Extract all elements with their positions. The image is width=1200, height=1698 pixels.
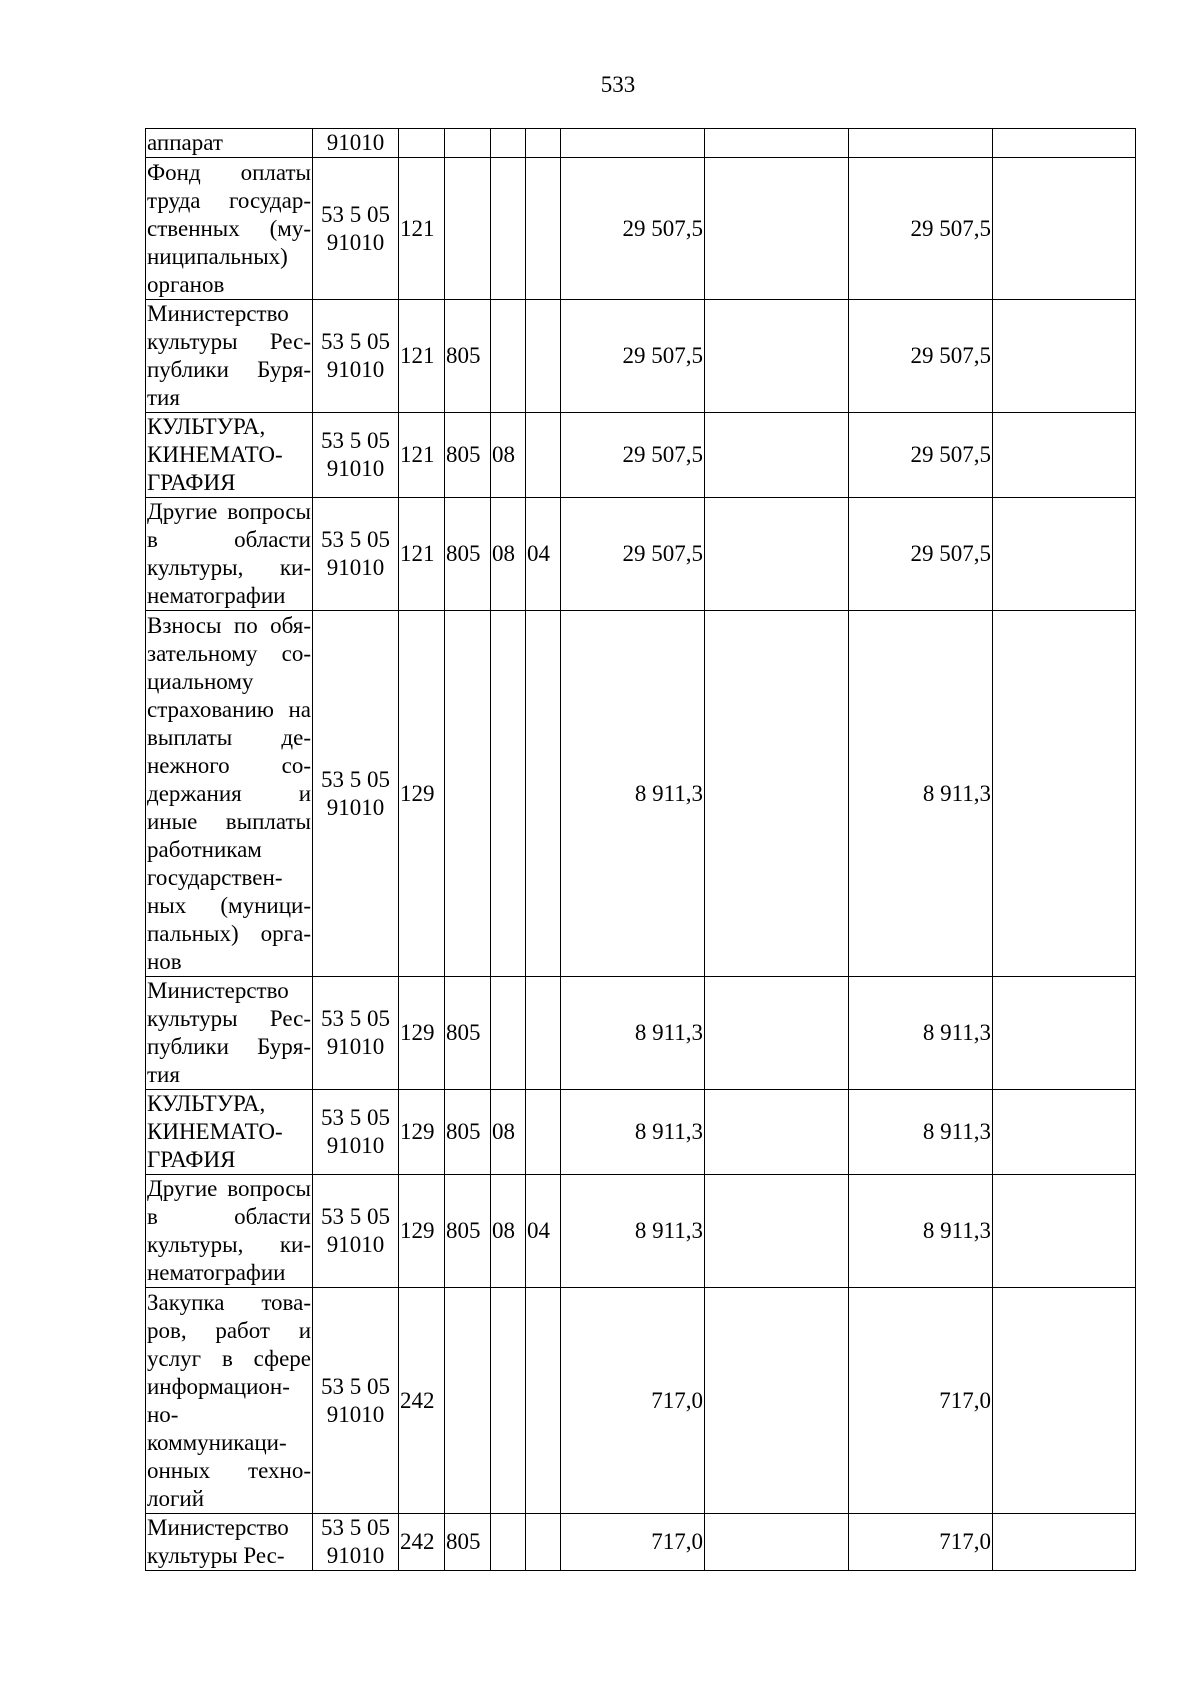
ministry-code: 805 xyxy=(445,1175,491,1288)
table-row xyxy=(146,498,1136,611)
amount-3: 29 507,5 xyxy=(849,158,993,300)
row-name: Закупка товаров, работ и услуг в сфере информационно-коммуникационных технологий xyxy=(146,1288,313,1514)
amount-4 xyxy=(993,158,1136,300)
ministry-code xyxy=(445,611,491,977)
amount-2 xyxy=(705,1175,849,1288)
amount-3: 8 911,3 xyxy=(849,1175,993,1288)
amount-4 xyxy=(993,300,1136,413)
target-article-code: 53 5 05 91010 xyxy=(313,158,399,300)
amount-1 xyxy=(561,129,705,158)
amount-3: 8 911,3 xyxy=(849,1090,993,1175)
subsection-code: 04 xyxy=(526,498,561,611)
budget-table xyxy=(145,128,1136,1571)
target-article-code: 53 5 05 91010 xyxy=(313,1090,399,1175)
section-code xyxy=(491,300,526,413)
amount-4 xyxy=(993,977,1136,1090)
amount-4 xyxy=(993,611,1136,977)
table-row xyxy=(146,300,1136,413)
amount-4 xyxy=(993,498,1136,611)
section-code: 08 xyxy=(491,1175,526,1288)
row-name: Взносы по обязательному социальному страхованию на выплаты денежного содержания и иные выплаты работникам государственных (муниципальных) органов xyxy=(146,611,313,977)
amount-1: 717,0 xyxy=(561,1514,705,1571)
ministry-code: 805 xyxy=(445,1514,491,1571)
subsection-code xyxy=(526,300,561,413)
expense-type-code xyxy=(399,129,445,158)
table-row xyxy=(146,1090,1136,1175)
expense-type-code: 129 xyxy=(399,1175,445,1288)
expense-type-code: 129 xyxy=(399,611,445,977)
target-article-code: 53 5 05 91010 xyxy=(313,977,399,1090)
target-article-code: 53 5 05 91010 xyxy=(313,1175,399,1288)
expense-type-code: 242 xyxy=(399,1288,445,1514)
amount-2 xyxy=(705,129,849,158)
table-row xyxy=(146,1514,1136,1571)
subsection-code xyxy=(526,977,561,1090)
amount-3: 8 911,3 xyxy=(849,977,993,1090)
page-number: 533 xyxy=(600,72,636,97)
target-article-code: 53 5 05 91010 xyxy=(313,611,399,977)
section-code xyxy=(491,611,526,977)
expense-type-code: 129 xyxy=(399,977,445,1090)
amount-2 xyxy=(705,413,849,498)
expense-type-code: 121 xyxy=(399,300,445,413)
row-name: аппарат xyxy=(146,129,313,158)
row-name: Министерство культуры Республики Бурятия xyxy=(146,300,313,413)
amount-2 xyxy=(705,1288,849,1514)
expense-type-code: 129 xyxy=(399,1090,445,1175)
section-code xyxy=(491,1288,526,1514)
amount-1: 29 507,5 xyxy=(561,158,705,300)
ministry-code: 805 xyxy=(445,1090,491,1175)
amount-1: 29 507,5 xyxy=(561,413,705,498)
table-row xyxy=(146,1175,1136,1288)
row-name: Министерство культуры Рес- xyxy=(146,1514,313,1571)
target-article-code: 53 5 05 91010 xyxy=(313,300,399,413)
ministry-code xyxy=(445,129,491,158)
subsection-code xyxy=(526,129,561,158)
target-article-code: 53 5 05 91010 xyxy=(313,1288,399,1514)
ministry-code xyxy=(445,1288,491,1514)
expense-type-code: 121 xyxy=(399,498,445,611)
amount-1: 8 911,3 xyxy=(561,977,705,1090)
ministry-code: 805 xyxy=(445,977,491,1090)
amount-2 xyxy=(705,158,849,300)
subsection-code: 04 xyxy=(526,1175,561,1288)
amount-3: 29 507,5 xyxy=(849,300,993,413)
subsection-code xyxy=(526,1288,561,1514)
amount-2 xyxy=(705,1514,849,1571)
amount-2 xyxy=(705,300,849,413)
row-name: КУЛЬТУРА, КИНЕМАТОГРАФИЯ xyxy=(146,413,313,498)
subsection-code xyxy=(526,158,561,300)
table-row xyxy=(146,158,1136,300)
section-code: 08 xyxy=(491,498,526,611)
subsection-code xyxy=(526,611,561,977)
table-row xyxy=(146,413,1136,498)
target-article-code: 53 5 05 91010 xyxy=(313,413,399,498)
amount-4 xyxy=(993,129,1136,158)
row-name: Министерство культуры Республики Бурятия xyxy=(146,977,313,1090)
expense-type-code: 121 xyxy=(399,158,445,300)
amount-3: 717,0 xyxy=(849,1514,993,1571)
section-code xyxy=(491,158,526,300)
amount-4 xyxy=(993,1175,1136,1288)
amount-1: 29 507,5 xyxy=(561,498,705,611)
amount-3: 717,0 xyxy=(849,1288,993,1514)
row-name: КУЛЬТУРА, КИНЕМАТОГРАФИЯ xyxy=(146,1090,313,1175)
amount-2 xyxy=(705,611,849,977)
table-row xyxy=(146,1288,1136,1514)
row-name: Фонд оплаты труда государственных (муниципальных) органов xyxy=(146,158,313,300)
ministry-code: 805 xyxy=(445,498,491,611)
target-article-code: 91010 xyxy=(313,129,399,158)
table-row xyxy=(146,611,1136,977)
amount-3 xyxy=(849,129,993,158)
row-name: Другие вопросы в области культуры, кинематографии xyxy=(146,1175,313,1288)
amount-3: 29 507,5 xyxy=(849,413,993,498)
amount-1: 29 507,5 xyxy=(561,300,705,413)
amount-4 xyxy=(993,1090,1136,1175)
subsection-code xyxy=(526,413,561,498)
amount-4 xyxy=(993,413,1136,498)
section-code xyxy=(491,1514,526,1571)
table-row xyxy=(146,129,1136,158)
section-code: 08 xyxy=(491,1090,526,1175)
amount-1: 8 911,3 xyxy=(561,1175,705,1288)
amount-1: 717,0 xyxy=(561,1288,705,1514)
target-article-code: 53 5 05 91010 xyxy=(313,498,399,611)
amount-2 xyxy=(705,498,849,611)
section-code xyxy=(491,977,526,1090)
amount-1: 8 911,3 xyxy=(561,1090,705,1175)
subsection-code xyxy=(526,1090,561,1175)
ministry-code: 805 xyxy=(445,300,491,413)
target-article-code: 53 5 05 91010 xyxy=(313,1514,399,1571)
amount-4 xyxy=(993,1288,1136,1514)
amount-1: 8 911,3 xyxy=(561,611,705,977)
section-code: 08 xyxy=(491,413,526,498)
expense-type-code: 242 xyxy=(399,1514,445,1571)
amount-2 xyxy=(705,977,849,1090)
row-name: Другие вопросы в области культуры, кинематографии xyxy=(146,498,313,611)
ministry-code: 805 xyxy=(445,413,491,498)
expense-type-code: 121 xyxy=(399,413,445,498)
amount-4 xyxy=(993,1514,1136,1571)
section-code xyxy=(491,129,526,158)
subsection-code xyxy=(526,1514,561,1571)
amount-2 xyxy=(705,1090,849,1175)
table-row xyxy=(146,977,1136,1090)
amount-3: 29 507,5 xyxy=(849,498,993,611)
ministry-code xyxy=(445,158,491,300)
amount-3: 8 911,3 xyxy=(849,611,993,977)
